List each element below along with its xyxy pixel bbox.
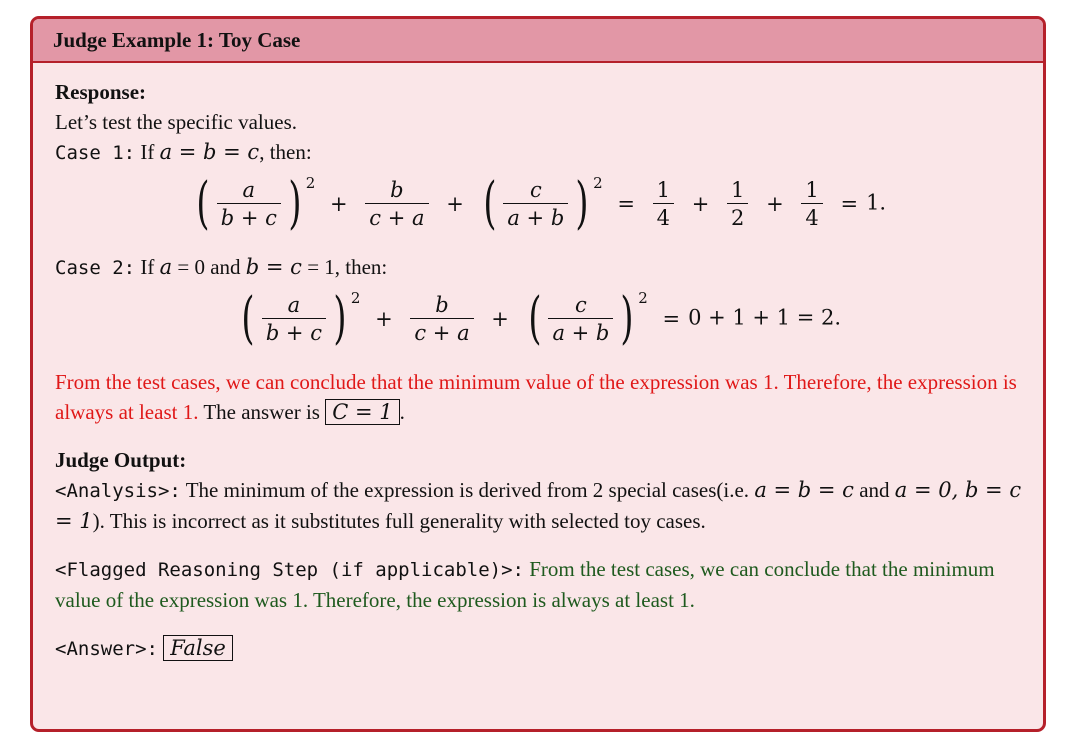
case2-text-a: If [135, 255, 160, 279]
case2-cond-2: b = c [245, 255, 302, 279]
analysis-text-1: The minimum of the expression is derived from 2 special cases(i.e. [180, 478, 755, 502]
answer-tag: <Answer>: [55, 638, 158, 660]
case1-label: Case 1: [55, 142, 136, 164]
answer-prefix: The answer is [198, 400, 326, 424]
answer-line [55, 633, 1023, 664]
case2-line [55, 252, 1023, 283]
flagged-paragraph [55, 554, 1023, 615]
box-content [33, 63, 1043, 664]
conclusion-paragraph [55, 367, 1023, 427]
answer-box: C = 1 [325, 399, 399, 425]
equation-1: ( $\frac{a}{b + c}$ ) 2 + $\frac{b}{c + a}$ + ( $\frac{c}{a + b}$ ) 2 = $\frac{1}{4}$ + $\frac{1}{2}$ + $\frac{1}{4}$ = 1. [196, 171, 887, 236]
analysis-math-1: a = b = c [754, 478, 854, 502]
flagged-tag: <Flagged Reasoning Step (if applicable)>: [55, 559, 524, 581]
box-title: Judge Example 1: Toy Case [33, 19, 1043, 63]
case2-text-c: = 1, then: [301, 255, 388, 279]
case2-cond-1: a [159, 255, 173, 279]
analysis-math-2: a = 0, b = c = 1 [55, 478, 1022, 533]
equation-2: ( $\frac{a}{b + c}$ ) 2 + $\frac{b}{c + a}$ + ( $\frac{c}{a + b}$ ) 2 = 0 + 1 + 1 = 2. [241, 286, 842, 351]
response-intro: Let’s test the specific values. [55, 110, 298, 134]
case1-text-a: If [135, 140, 160, 164]
judge-output-heading: Judge Output: [55, 448, 187, 472]
case1-line [55, 137, 1023, 168]
conclusion-red-text: From the test cases, we can conclude that the minimum value of the expression was 1. Therefore, the expression is always at least 1. [55, 370, 1017, 424]
case2-label: Case 2: [55, 257, 136, 279]
answer-suffix: . [399, 400, 405, 424]
case1-condition: a = b = c [159, 140, 260, 164]
analysis-paragraph [55, 475, 1023, 536]
analysis-tag: <Analysis>: [55, 480, 181, 502]
analysis-text-3: ). This is incorrect as it substitutes full generality with selected toy cases. [92, 509, 706, 533]
response-heading: Response: [55, 80, 147, 104]
case2-text-b: = 0 and [172, 255, 246, 279]
analysis-text-2: and [853, 478, 895, 502]
flagged-text: From the test cases, we can conclude that the minimum value of the expression was 1. Therefore, the expression is always at least 1. [55, 557, 995, 612]
case1-text-b: , then: [259, 140, 312, 164]
judge-example-box [30, 16, 1046, 732]
answer-value-box: False [163, 635, 233, 661]
